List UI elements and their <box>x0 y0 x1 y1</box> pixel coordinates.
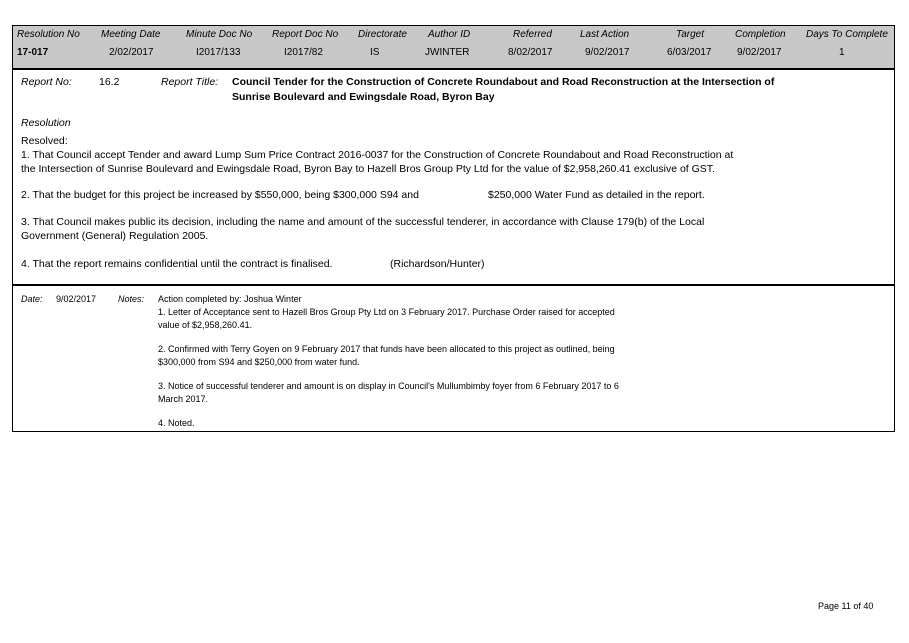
col-value: JWINTER <box>425 47 470 58</box>
page-number: Page 11 of 40 <box>818 601 874 611</box>
col-value: 9/02/2017 <box>585 47 630 58</box>
col-label: Author ID <box>428 29 471 40</box>
notes-label: Notes: <box>118 294 145 304</box>
note-date: 9/02/2017 <box>56 294 97 304</box>
notes-section <box>12 285 895 432</box>
report-title-label: Report Title: <box>161 76 219 88</box>
report-no: 16.2 <box>99 76 120 88</box>
report-title-line-1: Council Tender for the Construction of Concrete Roundabout and Road Reconstruction at the Intersection of <box>232 76 775 88</box>
note-line: 3. Notice of successful tenderer and amount is on display in Council's Mullumbimby foyer from 6 February 2017 to 6 <box>158 381 619 391</box>
col-value: 6/03/2017 <box>667 47 712 58</box>
resolution-item-3-line-2: Government (General) Regulation 2005. <box>21 230 209 242</box>
col-label: Minute Doc No <box>186 29 253 40</box>
resolution-item-2-cont: $250,000 Water Fund as detailed in the report. <box>488 189 705 201</box>
note-line: 2. Confirmed with Terry Goyen on 9 February 2017 that funds have been allocated to this project as outlined, being <box>158 344 615 354</box>
col-label: Report Doc No <box>272 29 339 40</box>
resolution-item-1-line-1: 1. That Council accept Tender and award Lump Sum Price Contract 2016-0037 for the Construction of Concrete Roundabout and Road Reconstruction at <box>21 149 734 161</box>
col-value: 2/02/2017 <box>109 47 154 58</box>
col-value: I2017/133 <box>196 47 241 58</box>
col-label: Completion <box>735 29 786 40</box>
col-value: 8/02/2017 <box>508 47 553 58</box>
col-label: Days To Complete <box>806 29 888 40</box>
note-line: 1. Letter of Acceptance sent to Hazell Bros Group Pty Ltd on 3 February 2017. Purchase Order raised for accepted <box>158 307 615 317</box>
movers: (Richardson/Hunter) <box>390 258 485 270</box>
col-value: 9/02/2017 <box>737 47 782 58</box>
report-no-label: Report No: <box>21 76 72 88</box>
note-line: value of $2,958,260.41. <box>158 320 253 330</box>
header-bar <box>12 25 895 69</box>
col-value: 17-017 <box>17 47 49 58</box>
col-value: 1 <box>839 47 845 58</box>
col-value: IS <box>370 47 380 58</box>
col-label: Directorate <box>358 29 407 40</box>
note-line: Action completed by: Joshua Winter <box>158 294 302 304</box>
col-label: Target <box>676 29 704 40</box>
note-line: March 2017. <box>158 394 209 404</box>
note-line: $300,000 from S94 and $250,000 from water fund. <box>158 357 360 367</box>
resolution-item-3-line-1: 3. That Council makes public its decision, including the name and amount of the successful tenderer, in accordance with Clause 179(b) of the Local <box>21 216 705 228</box>
note-line: 4. Noted. <box>158 418 195 428</box>
resolution-item-2: 2. That the budget for this project be increased by $550,000, being $300,000 S94 and <box>21 189 419 201</box>
report-title-line-2: Sunrise Boulevard and Ewingsdale Road, Byron Bay <box>232 91 495 103</box>
col-label: Meeting Date <box>101 29 161 40</box>
col-label: Referred <box>513 29 552 40</box>
date-label: Date: <box>21 294 43 304</box>
col-value: I2017/82 <box>284 47 323 58</box>
resolved-label: Resolved: <box>21 135 68 147</box>
resolution-section <box>12 69 895 285</box>
resolution-item-4: 4. That the report remains confidential until the contract is finalised. <box>21 258 333 270</box>
resolution-item-1-line-2: the Intersection of Sunrise Boulevard and Ewingsdale Road, Byron Bay to Hazell Bros Group Pty Ltd for the value of $2,958,260.41 exclusive of GST. <box>21 163 715 175</box>
col-label: Resolution No <box>17 29 80 40</box>
col-label: Last Action <box>580 29 630 40</box>
resolution-heading: Resolution <box>21 117 71 129</box>
